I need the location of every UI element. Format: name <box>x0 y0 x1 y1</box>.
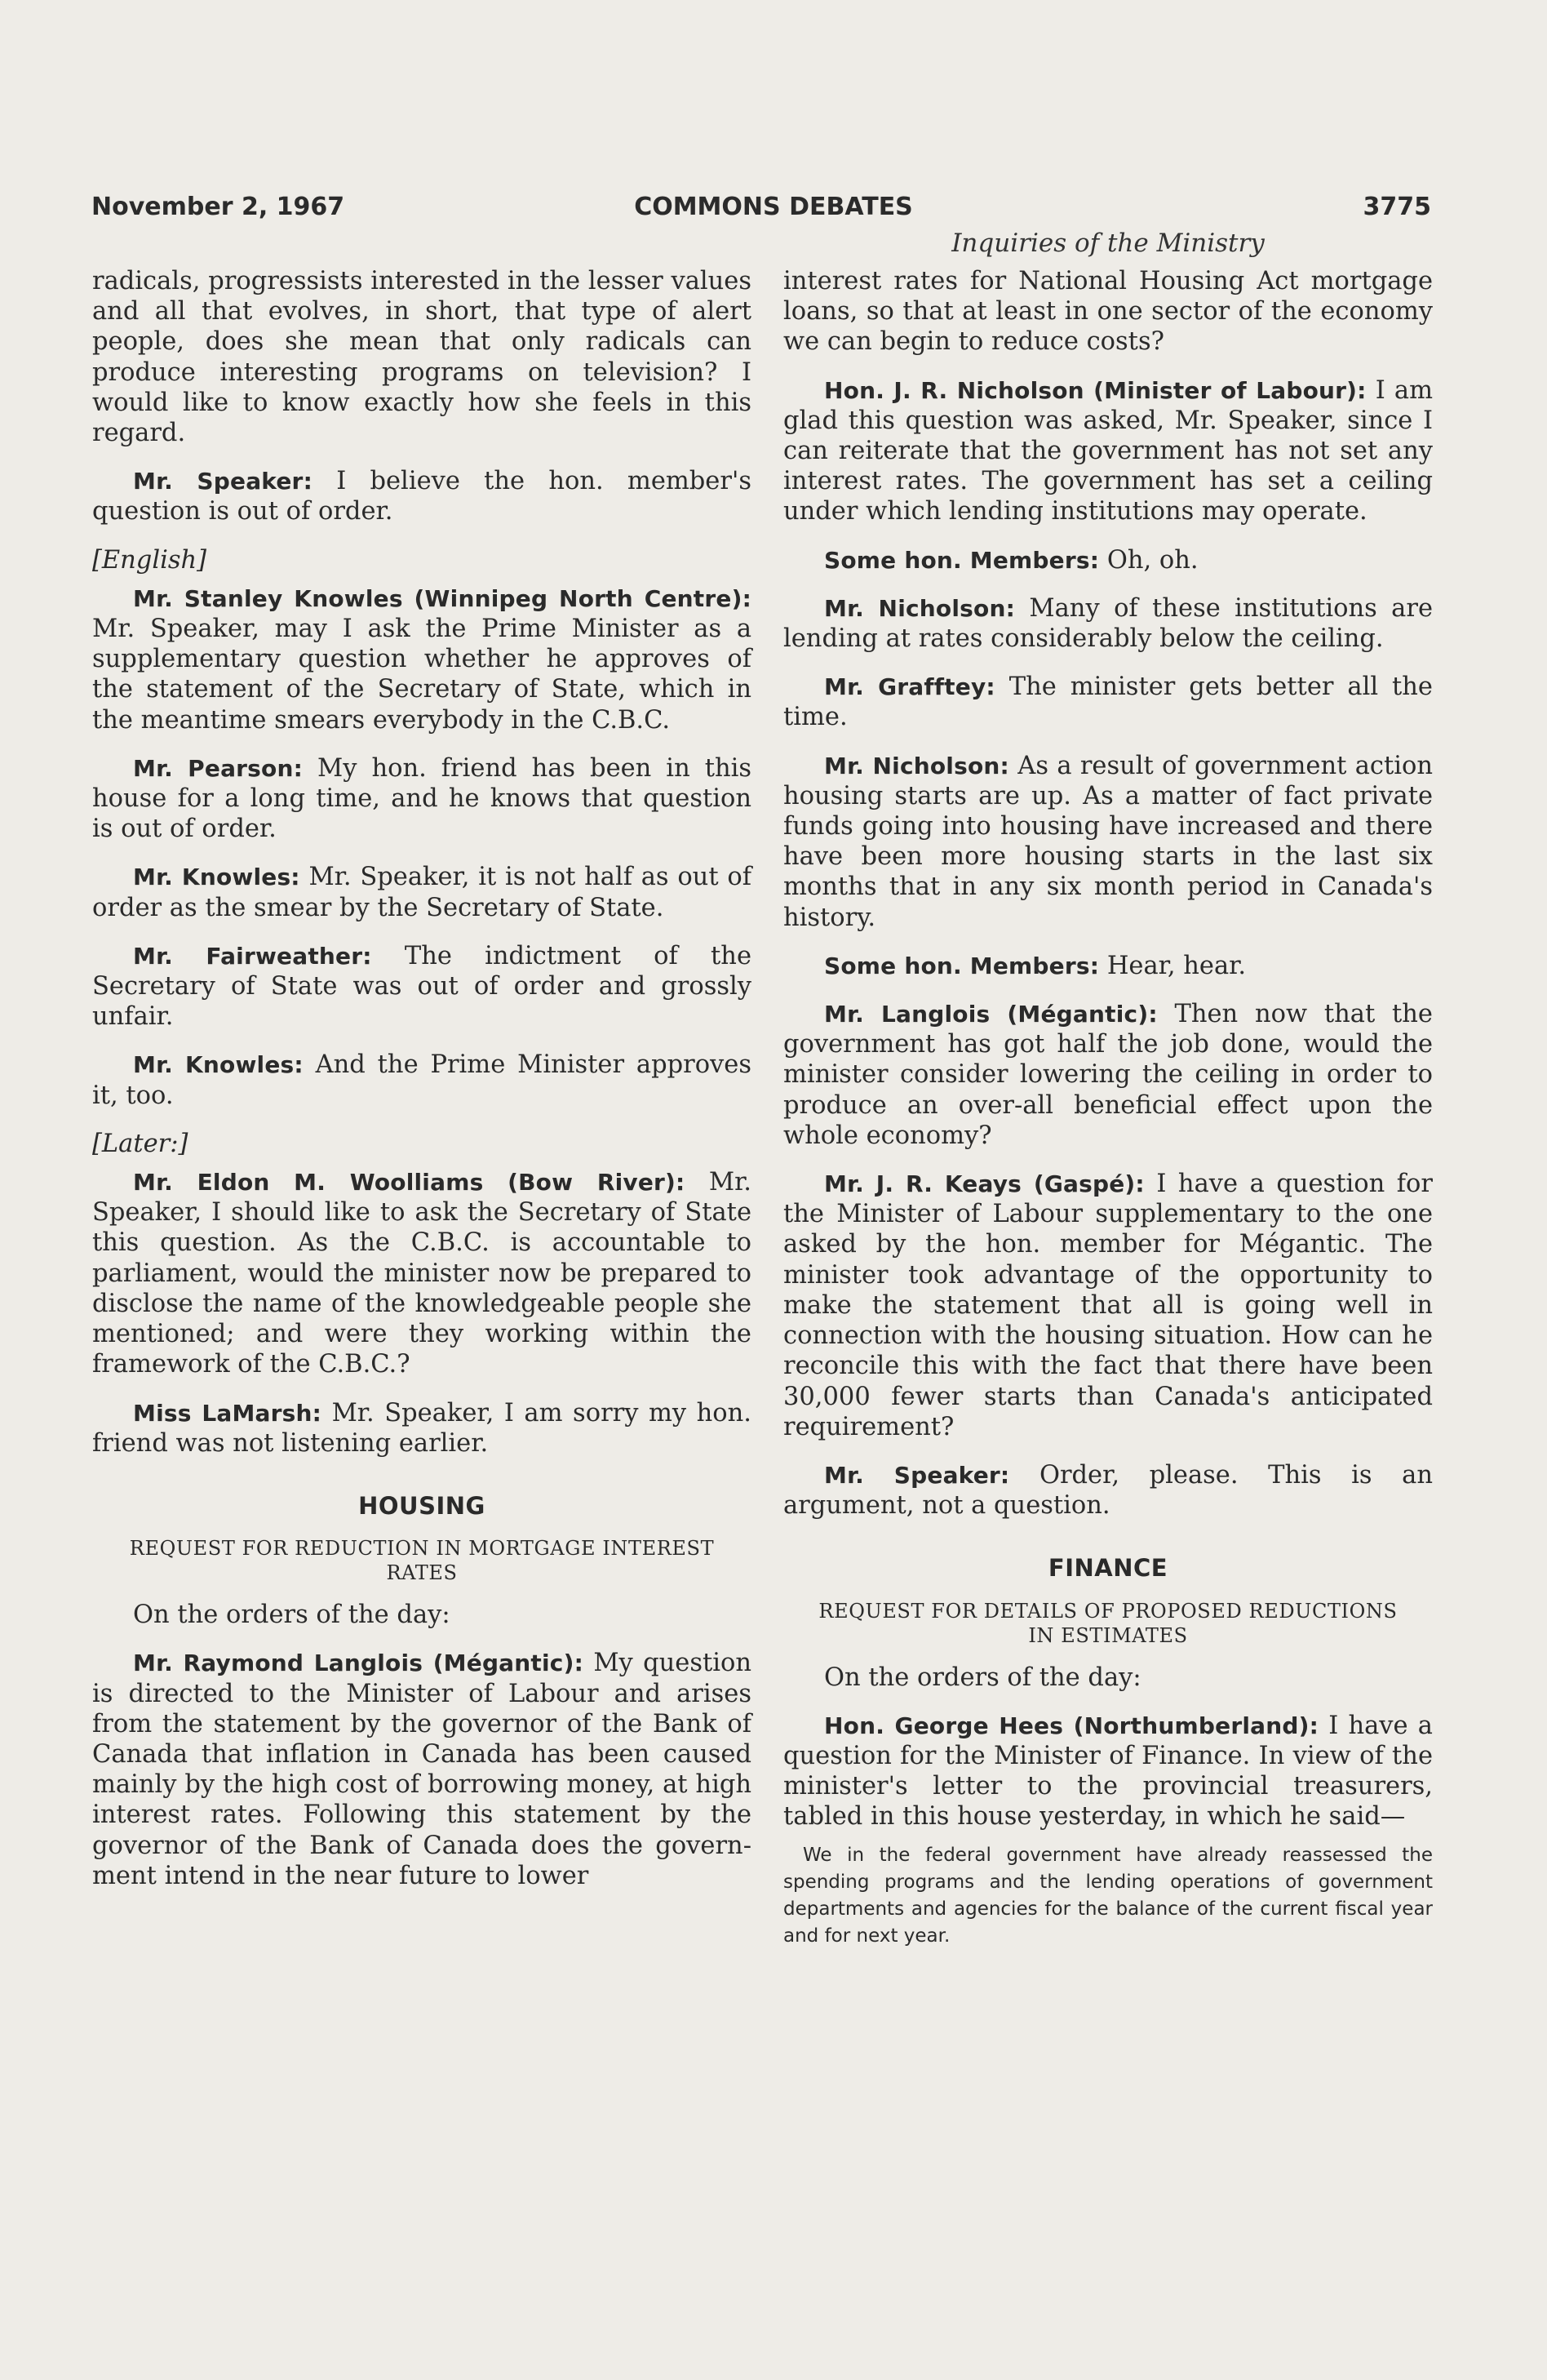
speaker-name: Mr. Grafftey: <box>824 673 995 701</box>
speaker-name: Mr. Knowles: <box>133 1051 304 1079</box>
paragraph: Mr. Speaker: I believe the hon. member's question is out of order. <box>92 467 751 526</box>
paragraph: Mr. Stanley Knowles (Winnipeg North Centre): Mr. Speaker, may I ask the Prime Minister as a supplementary question whether he approves of the statement of the Secretary of State, which in the meantime smears everybody in the C.B.C. <box>92 584 751 735</box>
paragraph: Some hon. Members: Oh, oh. <box>824 545 1199 575</box>
paragraph: Mr. Knowles: Mr. Speaker, it is not half as out of order as the smear by the Secretary of State. <box>92 863 751 922</box>
speaker-name: Hon. J. R. Nicholson (Minister of Labour): <box>824 376 1367 404</box>
speaker-name: Mr. Nicholson: <box>824 752 1009 779</box>
paragraph: Mr. Raymond Langlois (Mégantic): My question is directed to the Minister of Labour and arises from the statement by the governor of the Bank of Canada that inflation in Canada has been caused mainly by the high cost of borrowing money, at high interest rates. Following this statement by the governor of the Bank of Canada does the government intend in the near future to lower <box>92 1649 751 1890</box>
paragraph: Mr. Fairweather: The indictment of the Secretary of State was out of order and grossly unfair. <box>92 941 751 1032</box>
block-quote: We in the federal government have already reassessed the spending programs and the lending operations of government departments and agencies for the balance of the current fiscal year and for next year. <box>783 1844 1433 1947</box>
speaker-name: Mr. Nicholson: <box>824 594 1015 622</box>
paragraph: Miss LaMarsh: Mr. Speaker, I am sorry my hon. friend was not listening earlier. <box>92 1398 751 1458</box>
section-heading: FINANCE <box>1048 1554 1168 1583</box>
paragraph: Mr. Knowles: And the Prime Minister approves it, too. <box>92 1050 751 1110</box>
speaker-name: Mr. Raymond Langlois (Mégantic): <box>133 1650 583 1677</box>
paragraph: radicals, progressists interested in the lesser values and all that evolves, in short, that type of alert people, does she mean that only radicals can produce interesting programs on television? I would like to know exactly how she feels in this regard. <box>92 267 751 448</box>
paragraph: Mr. Nicholson: As a result of government action housing starts are up. As a matter of fact private funds going into housing have increased and there have been more housing starts in the last six months that in any six month period in Canada's history. <box>783 751 1434 932</box>
speaker-name: Mr. Knowles: <box>133 864 300 891</box>
speaker-name: Mr. Speaker: <box>133 468 313 495</box>
speaker-name: Mr. Langlois (Mégantic): <box>824 1001 1158 1028</box>
section-subheading: REQUEST FOR REDUCTION IN MORTGAGE INTEREST RATES <box>129 1537 715 1585</box>
orders-of-day: On the orders of the day: <box>824 1663 1141 1692</box>
paragraph: Mr. J. R. Keays (Gaspé): I have a question for the Minister of Labour supplementary to the one asked by the hon. member for Mégantic. The minister took advantage of the opportunity to make the statement that all is going well in connection with the housing situation. How can he reconcile this with the fact that there have been 30,000 fewer starts than Canada's anticipated requirement? <box>783 1170 1433 1441</box>
page-date: November 2, 1967 <box>91 193 345 221</box>
paragraph: Mr. Langlois (Mégantic): Then now that the government has got half the job done, would the minister consider lowering the ceiling in order to produce an over-all beneficial effect upon the whole economy? <box>783 1000 1433 1150</box>
paragraph: Mr. Grafftey: The minister gets better all the time. <box>783 673 1433 732</box>
language-marker: [English] <box>92 545 207 575</box>
publication-title: COMMONS DEBATES <box>634 193 913 221</box>
paragraph: Mr. Pearson: My hon. friend has been in this house for a long time, and he knows that question is out of order. <box>92 753 752 844</box>
paragraph: Hon. George Hees (Northumberland): I have a question for the Minister of Finance. In view of the minister's letter to the provincial treasurers, tabled in this house yesterday, in which he said— <box>783 1711 1433 1832</box>
paragraph: Some hon. Members: Hear, hear. <box>824 951 1247 980</box>
speaker-name: Some hon. Members: <box>824 546 1100 574</box>
paragraph: Mr. Speaker: Order, please. This is an argument, not a question. <box>783 1460 1433 1521</box>
speaker-name: Mr. Speaker: <box>824 1461 1010 1489</box>
speaker-name: Mr. Fairweather: <box>133 942 372 970</box>
paragraph: Mr. Eldon M. Woolliams (Bow River): Mr. Speaker, I should like to ask the Secretary of State this question. As the C.B.C. is accountable to parliament, would the minister now be prepared to disclose the name of the knowledgeable people she mentioned; and were they working within the framework of the C.B.C.? <box>92 1168 751 1379</box>
orders-of-day: On the orders of the day: <box>133 1601 450 1630</box>
section-heading: HOUSING <box>358 1491 485 1520</box>
speaker-name: Miss LaMarsh: <box>133 1399 322 1427</box>
paragraph: Mr. Nicholson: Many of these institutions are lending at rates considerably below the ceiling. <box>783 593 1433 654</box>
paragraph: interest rates for National Housing Act mortgage loans, so that at least in one sector of the economy we can begin to reduce costs? <box>783 267 1433 357</box>
section-subheading: REQUEST FOR DETAILS OF PROPOSED REDUCTIONS IN ESTIMATES <box>818 1599 1398 1647</box>
speaker-name: Hon. George Hees (Northumberland): <box>824 1712 1319 1739</box>
time-marker: [Later:] <box>92 1129 188 1158</box>
speaker-name: Mr. Stanley Knowles (Winnipeg North Centre): <box>133 584 751 612</box>
speaker-name: Some hon. Members: <box>824 952 1100 979</box>
speaker-name: Mr. Pearson: <box>133 754 304 782</box>
paragraph: Hon. J. R. Nicholson (Minister of Labour): I am glad this question was asked, Mr. Speaker, since I can reiterate that the government has not set any interest rates. The government has set a ceiling under which lending institutions may operate. <box>783 375 1433 526</box>
page-number: 3775 <box>1363 193 1431 221</box>
section-running-head: Inquiries of the Ministry <box>951 229 1265 258</box>
speaker-name: Mr. Eldon M. Woolliams (Bow River): <box>133 1169 685 1197</box>
right-column <box>783 266 1433 1968</box>
speaker-name: Mr. J. R. Keays (Gaspé): <box>824 1170 1145 1198</box>
left-column <box>92 266 751 1909</box>
